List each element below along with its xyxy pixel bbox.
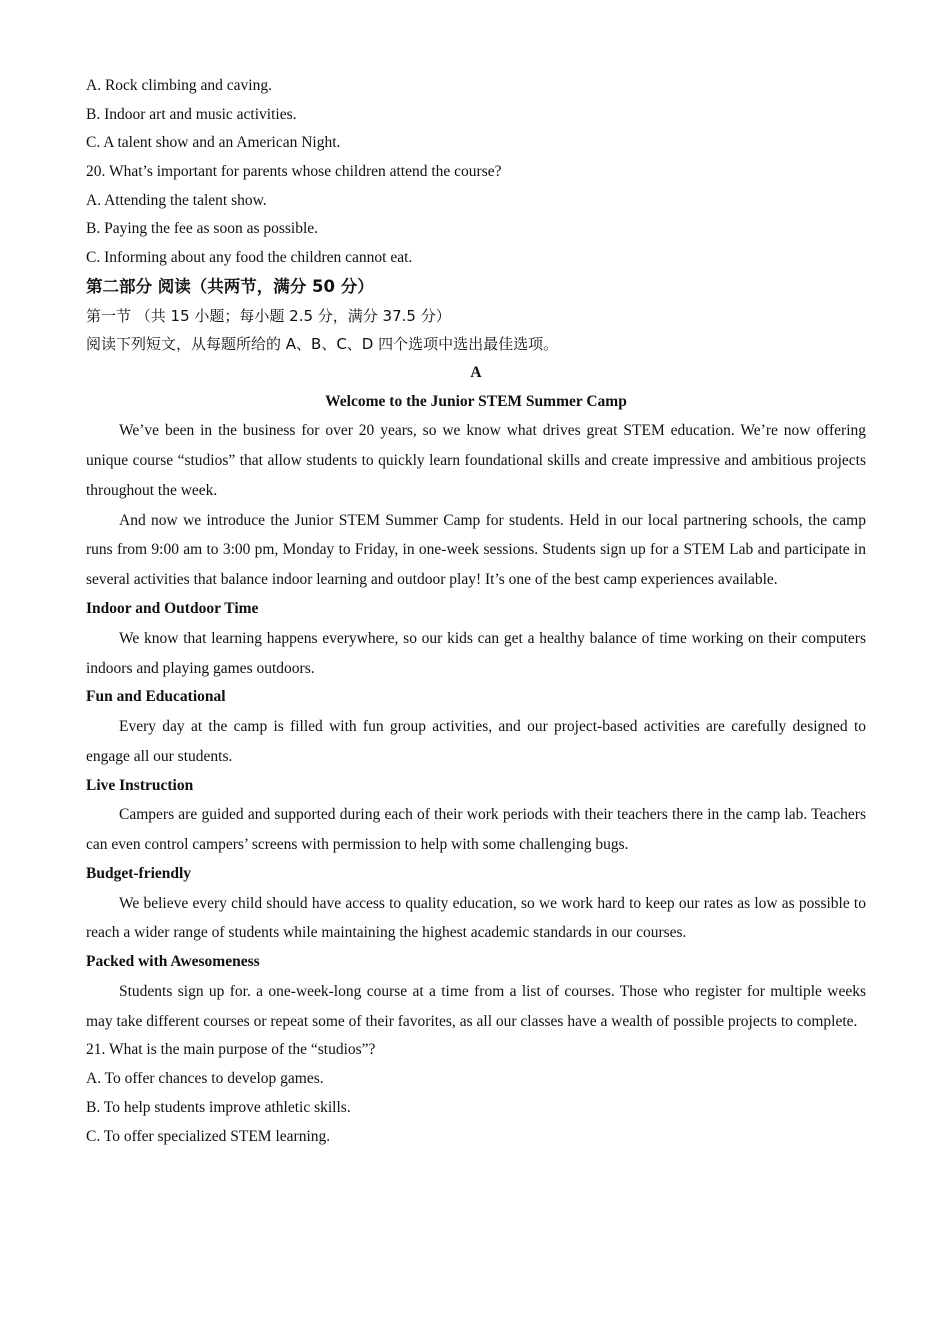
q21-question: 21. What is the main purpose of the “studios”? xyxy=(86,1041,376,1059)
section-body-live-instruction: Campers are guided and supported during each of their work periods with their teachers there in the camp lab. Teachers can even control campers’ screens with permission to help with some challenging bugs. xyxy=(86,806,866,854)
passage-title: Welcome to the Junior STEM Summer Camp xyxy=(325,392,627,410)
q21-option-b: B. To help students improve athletic skills. xyxy=(86,1098,351,1116)
section-heading-budget-friendly: Budget-friendly xyxy=(86,864,192,882)
part-two-title: 第二部分 阅读（共两节，满分 50 分） xyxy=(86,276,374,296)
section-body-packed-awesomeness: Students sign up for. a one-week-long course at a time from a list of courses. Those who register for multiple weeks may take different courses or repeat some of their favorites, as all our classes have a wealth of possible projects to complete. xyxy=(86,982,866,1030)
q19-option-a: A. Rock climbing and caving. xyxy=(86,77,272,94)
q20-question: 20. What’s important for parents whose children attend the course? xyxy=(86,163,502,181)
q20-option-c: C. Informing about any food the children cannot eat. xyxy=(86,249,413,267)
section-one-subtitle: 第一节 （共 15 小题；每小题 2.5 分，满分 37.5 分） xyxy=(86,306,451,325)
section-body-fun-educational: Every day at the camp is filled with fun group activities, and our project-based activities are carefully designed to engage all our students. xyxy=(86,718,866,765)
section-body-indoor-outdoor: We know that learning happens everywhere, so our kids can get a healthy balance of time working on their computers indoors and playing games outdoors. xyxy=(86,629,866,677)
section-body-budget-friendly: We believe every child should have access to quality education, so we work hard to keep our rates as low as possible to reach a wider range of students while maintaining the highest academic standards in our courses. xyxy=(86,894,866,942)
passage-letter: A xyxy=(470,363,482,381)
intro-paragraph-1: We’ve been in the business for over 20 years, so we know what drives great STEM education. We’re now offering unique course “studios” that allow students to quickly learn foundational skills and create impressive and ambitious projects throughout the week. xyxy=(86,422,866,499)
section-heading-indoor-outdoor: Indoor and Outdoor Time xyxy=(86,600,259,618)
section-heading-packed-awesomeness: Packed with Awesomeness xyxy=(86,953,260,971)
q20-option-a: A. Attending the talent show. xyxy=(86,191,267,209)
section-heading-live-instruction: Live Instruction xyxy=(86,776,194,794)
q21-option-c: C. To offer specialized STEM learning. xyxy=(86,1127,331,1145)
q20-option-b: B. Paying the fee as soon as possible. xyxy=(86,220,319,238)
intro-paragraph-2: And now we introduce the Junior STEM Summer Camp for students. Held in our local partnering schools, the camp runs from 9:00 am to 3:00 pm, Monday to Friday, in one-week sessions. Students sign up for a STEM Lab and participate in several activities that balance indoor learning and outdoor play! It’s one of the best camp experiences available. xyxy=(86,511,866,589)
q21-option-a: A. To offer chances to develop games. xyxy=(86,1070,324,1088)
section-heading-fun-educational: Fun and Educational xyxy=(86,688,226,706)
q19-option-b: B. Indoor art and music activities. xyxy=(86,105,297,123)
reading-instruction: 阅读下列短文，从每题所给的 A、B、C、D 四个选项中选出最佳选项。 xyxy=(86,335,559,354)
q19-option-c: C. A talent show and an American Night. xyxy=(86,134,341,152)
exam-page xyxy=(86,72,866,1151)
